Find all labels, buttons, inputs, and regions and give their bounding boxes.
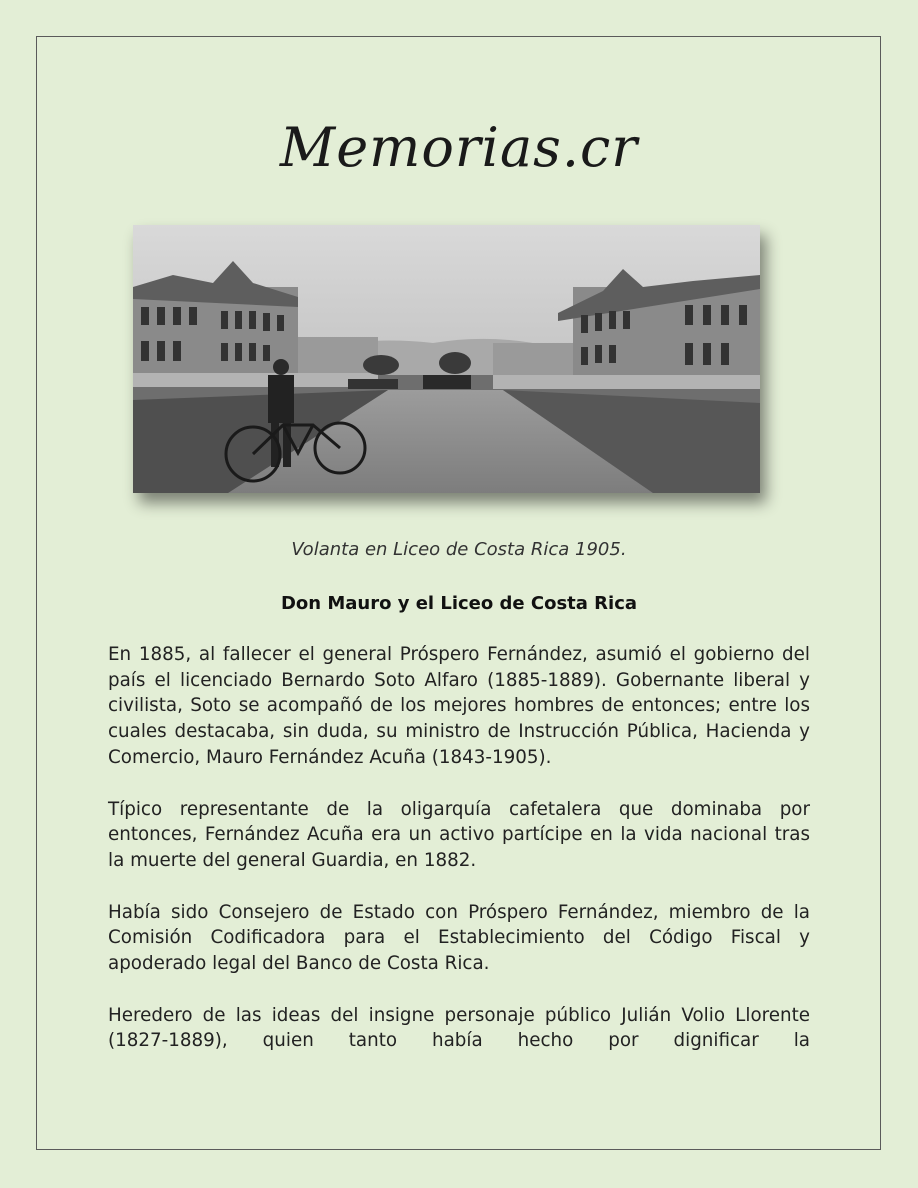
paragraph-3: Había sido Consejero de Estado con Próspero Fernández, miembro de la Comisión Codificadora para el Establecimiento del Código Fiscal y apoderado legal del Banco de Costa Rica.	[108, 901, 810, 975]
article-body	[108, 642, 810, 1080]
historic-photo	[133, 225, 760, 493]
paragraph-2: Típico representante de la oligarquía cafetalera que dominaba por entonces, Fernández Acuña era un activo partícipe en la vida nacional tras la muerte del general Guardia, en 1882.	[108, 798, 810, 871]
photo-caption: Volanta en Liceo de Costa Rica 1905.	[291, 539, 627, 560]
paragraph-1: En 1885, al fallecer el general Próspero Fernández, asumió el gobierno del país el licenciado Bernardo Soto Alfaro (1885-1889). Gobernante liberal y civilista, Soto se acompañó de los mejores hombres de entonces; entre los cuales destacaba, sin duda, su ministro de Instrucción Pública, Hacienda y Comercio, Mauro Fernández Acuña (1843-1905).	[108, 644, 810, 768]
site-logo: Memorias.cr	[279, 116, 639, 179]
article-title: Don Mauro y el Liceo de Costa Rica	[280, 593, 638, 614]
paragraph-4: Heredero de las ideas del insigne personaje público Julián Volio Llorente (1827-1889), quien tanto había hecho por dignificar la	[108, 1004, 810, 1052]
